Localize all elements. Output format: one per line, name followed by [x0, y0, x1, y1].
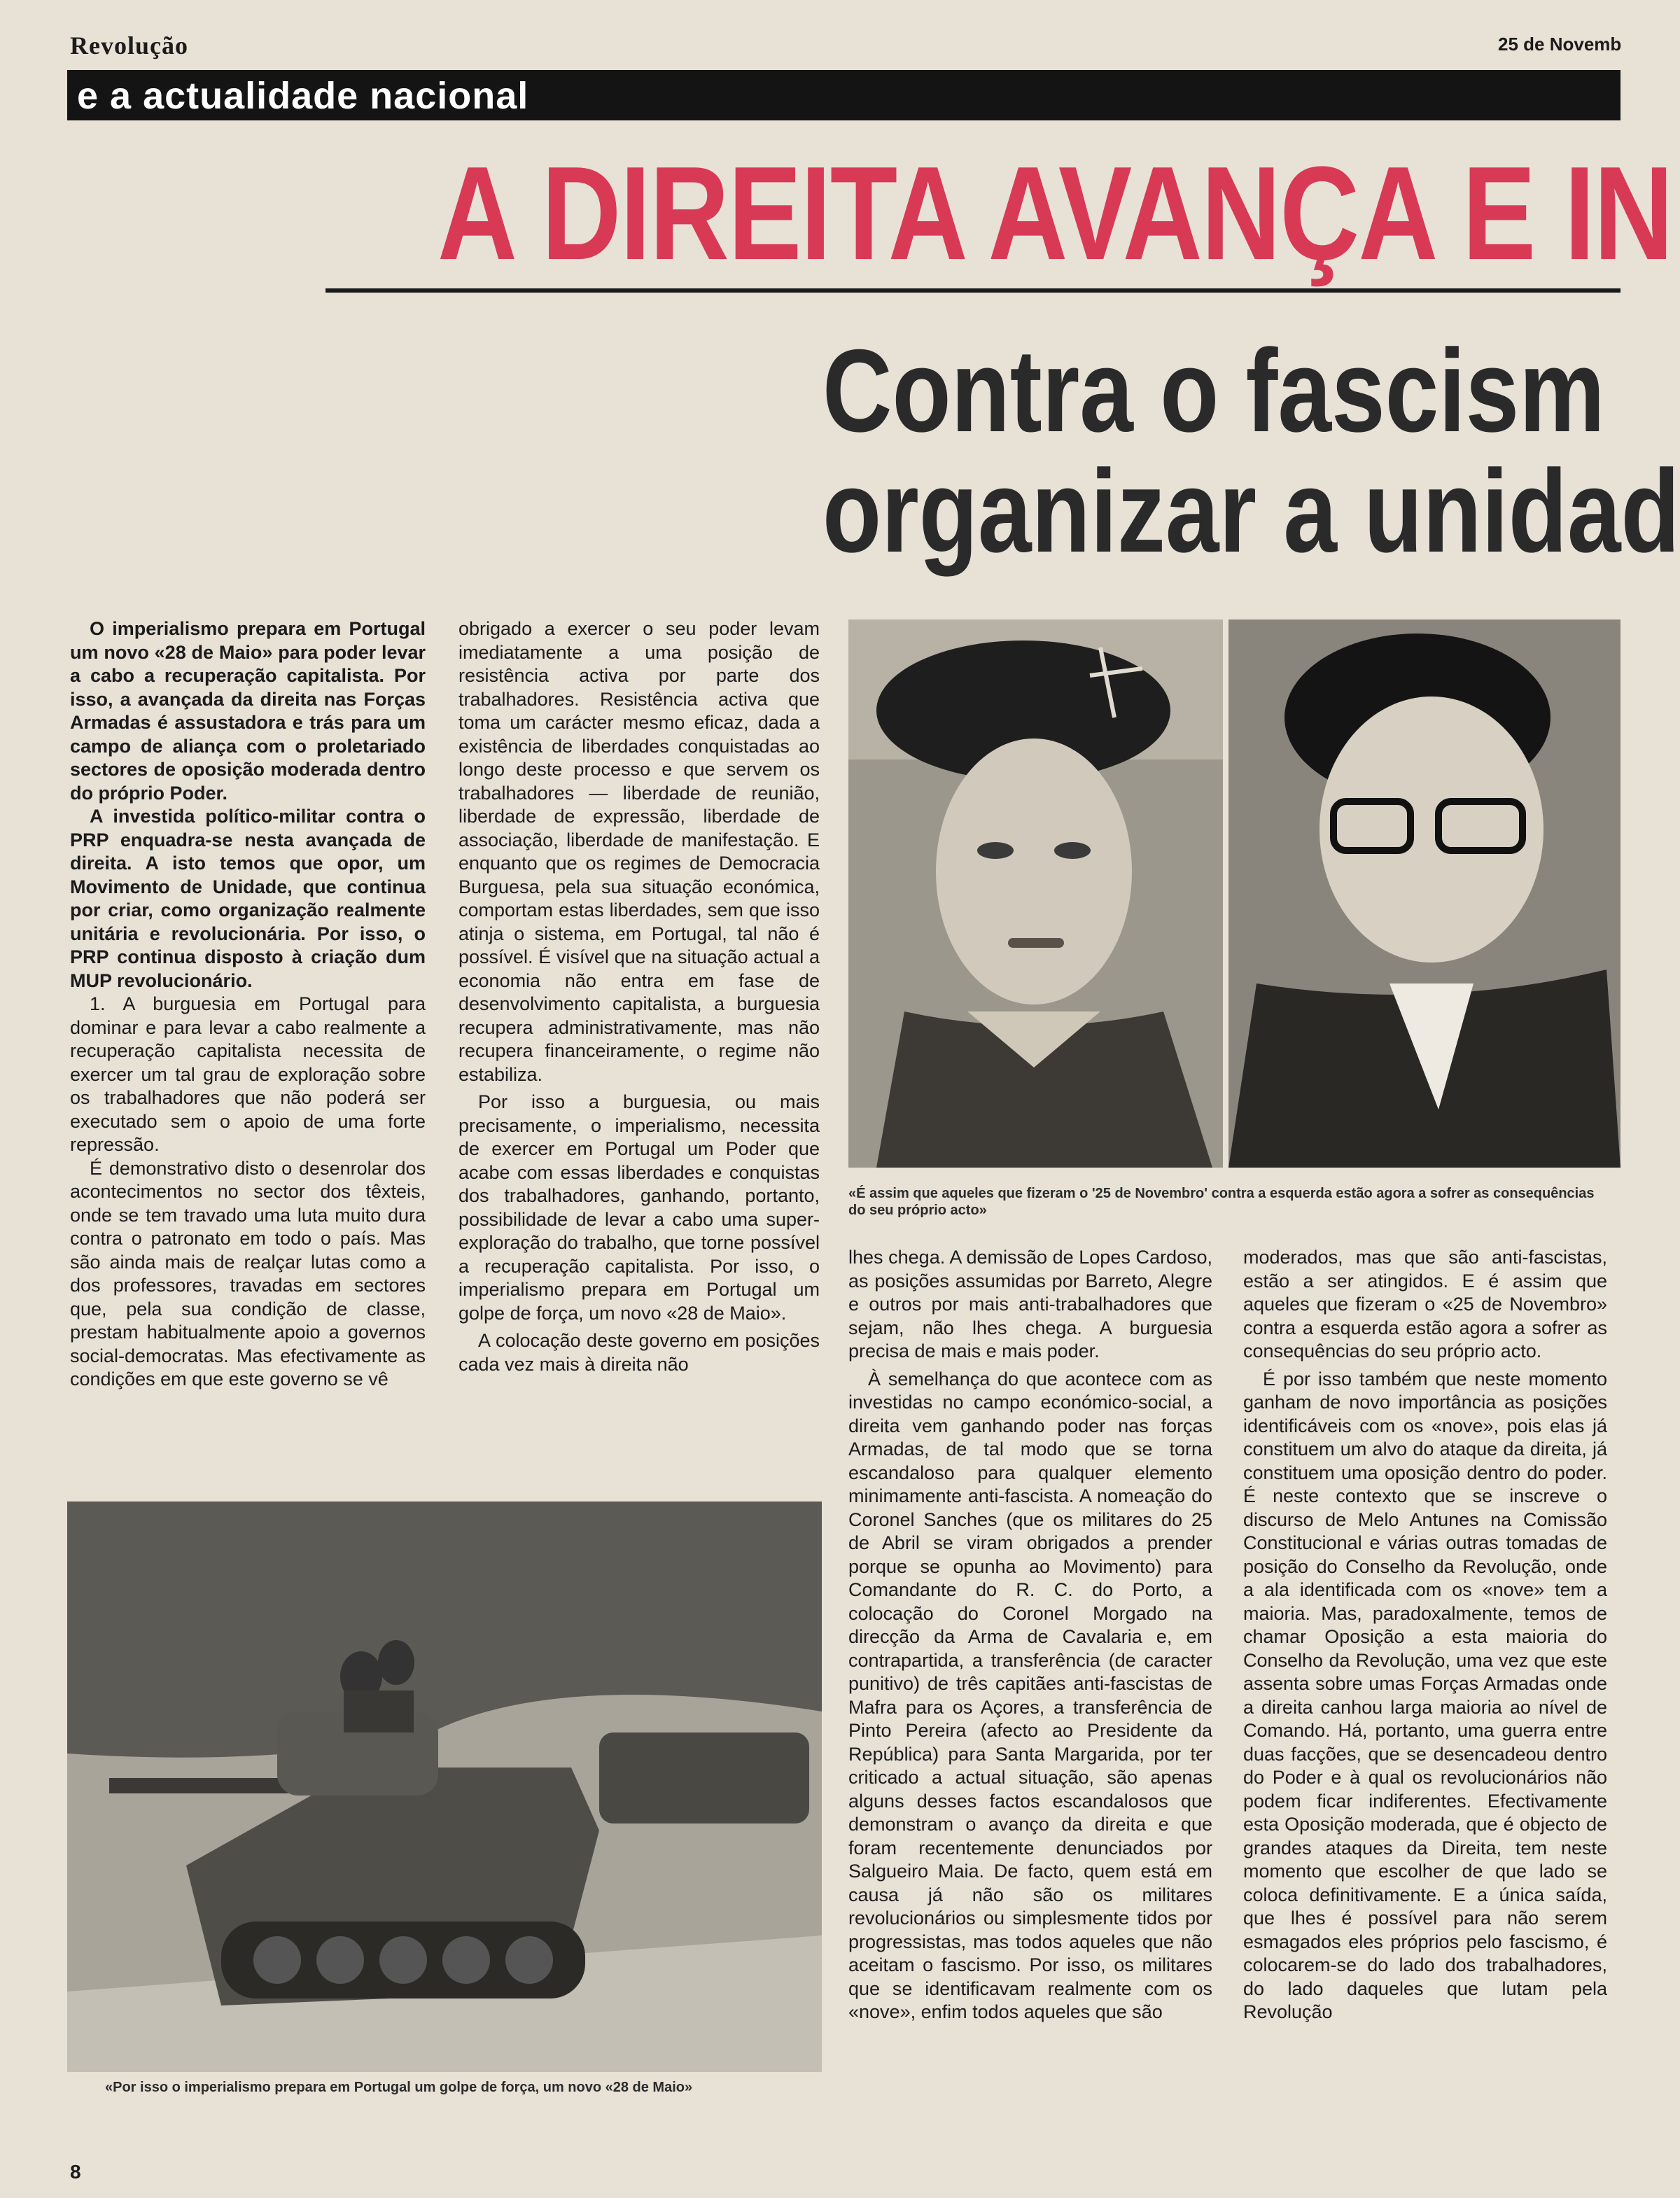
body-paragraph: É demonstrativo disto o desenrolar dos acontecimentos no sector dos têxteis, onde se tem travado uma luta muito dura contra o patronato em todo o país. Mas são ainda mais de realçar lutas como a dos professores, travadas em sectores que, pela sua condição de classe, prestam habitualmente apoio a governos social-democratas. Mas efectivamente as condições em que este governo se vê: [70, 1157, 426, 1390]
tank-photo-image: [67, 1502, 822, 2072]
body-paragraph: 1. A burguesia em Portugal para dominar e para levar a cabo realmente a recuperação capitalista necessita de exercer um tal grau de exploração sobre os trabalhadores que não poderá ser executado sem o apoio de uma forte repressão.: [70, 993, 426, 1155]
photo-caption-top: «É assim que aqueles que fizeram o '25 de Novembro' contra a esquerda estão agora a sofrer as consequências do seu próprio acto»: [848, 1186, 1595, 1218]
publication-name: Revolução: [70, 31, 188, 59]
body-paragraph: É por isso também que neste momento ganham de novo importância as posições identificáveis com os «nove», pois elas já constituem um alvo do ataque da direita, já constituem uma oposição dentro do poder. É neste contexto que se inscreve o discurso de Melo Antunes na Comissão Constitucional e várias outras tomadas de posição do Conselho da Revolução, onde a ala identificada com os «nove» tem a maioria. Mas, paradoxalmente, temos de chamar Oposição a esta maioria do Conselho da Revolução, uma vez que este assenta sobre umas Forças Armadas onde a direita canhou larga maioria ao nível de Comando. Há, portanto, uma guerra entre duas facções, que se desencadeou dentro do Poder e à qual os revolucionários não podem ficar indiferentes. Efectivamente esta Oposição moderada, que é objecto de grandes ataques da Direita, tem neste momento que escolher de que lado se coloca definitivamente. E a única saída, que lhes é possível para não serem esmagados eles próprios pelo fascismo, é colocarem-se do lado dos trabalhadores, do lado daqueles que lutam pela Revolução: [1243, 1368, 1607, 2022]
sub-headline: [822, 325, 1680, 582]
soldier-photo: [848, 620, 1223, 1168]
main-headline: A DIREITA AVANÇA E IN: [438, 139, 1673, 288]
body-paragraph: obrigado a exercer o seu poder levam imediatamente a uma posição de resistência activa por parte dos trabalhadores. Resistência activa que toma um carácter mesmo eficaz, dada a existência de liberdades conquistadas ao longo deste processo e que servem os trabalhadores — liberdade de reunião, liberdade de expressão, liberdade de associação, liberdade de manifestação. E enquanto que os regimes de Democracia Burguesa, pela sua situação económica, comportam estas liberdades, sem que isso atinja o sistema, em Portugal, tal não é possível. É visível que na situação actual a economia não entra em fase de desenvolvimento capitalista, a burguesia recupera administrativamente, mas não recupera financeiramente, o regime não estabiliza.: [458, 618, 820, 1085]
section-title: e a actualidade nacional: [77, 75, 529, 117]
sub-headline-line-2: organizar a unidad: [822, 445, 1680, 577]
body-paragraph: Por isso a burguesia, ou mais precisamente, o imperialismo, necessita de exercer em Portugal um Poder que acabe com essas liberdades e conquistas dos trabalhadores, ganhando, portanto, possibilidade de levar a cabo uma super-exploração do trabalho, que torne possível a recuperação capitalista. Por isso, o imperialismo prepara em Portugal um golpe de força, um novo «28 de Maio».: [458, 1091, 820, 1324]
sub-headline-line-1: Contra o fascism: [822, 325, 1605, 456]
section-band: [67, 70, 1620, 120]
body-paragraph: À semelhança do que acontece com as investidas no campo económico-social, a direita vem ganhando poder nas forças Armadas, de tal modo que se torna escandaloso para qualquer elemento minimamente anti-fascista. A nomeação do Coronel Sanches (que os militares do 25 de Abril se viram obrigados a prender porque se opunha ao Movimento) para Comandante do R. C. do Porto, a colocação do Coronel Morgado na direcção da Arma de Cavalaria e, em contrapartida, a transferência (de caracter punitivo) de três capitães anti-fascistas de Mafra para os Açores, a transferência de Pinto Pereira (afecto ao Presidente da República) para Santa Margarida, por ter criticado a actual situação, são apenas alguns desses factos escandalosos que demonstram o avanço da direita e que foram recentemente denunciados por Salgueiro Maia. De facto, quem está em causa já não são os militares revolucionários ou simplesmente tidos por progressistas, mas todos aqueles que não aceitam o fascismo. Por isso, os militares que se identificavam realmente com os «nove», enfim todos aqueles que são: [848, 1368, 1212, 2022]
article-column-2: [458, 617, 820, 1464]
body-paragraph: A colocação deste governo em posições cada vez mais à direita não: [458, 1330, 820, 1375]
article-column-1: [70, 617, 426, 1464]
body-paragraph: moderados, mas que são anti-fascistas, estão a ser atingidos. E é assim que aqueles que fizeram o «25 de Novembro» contra a esquerda estão agora a sofrer as consequências do seu próprio acto.: [1243, 1247, 1607, 1362]
issue-date: 25 de Novemb: [1498, 34, 1622, 55]
body-paragraph: lhes chega. A demissão de Lopes Cardoso, as posições assumidas por Barreto, Alegre e outros por mais anti-trabalhadores que sejam, não lhes chega. A burguesia precisa de mais e mais poder.: [848, 1247, 1212, 1362]
page-number: 8: [70, 2161, 81, 2183]
photo-caption-bottom: «Por isso o imperialismo prepara em Portugal um golpe de força, um novo «28 de Maio»: [105, 2080, 693, 2095]
headline-rule: [326, 288, 1620, 293]
tank-photo: [67, 1502, 822, 2072]
man-with-glasses-photo-image: [1228, 620, 1620, 1168]
article-column-4: [1243, 1246, 1607, 2135]
lead-paragraph-2: A investida político-militar contra o PRP enquadra-se nesta avançada de direita. A isto temos que opor, um Movimento de Unidade, que continua por criar, como organização realmente unitária e revolucionária. Por isso, o PRP continua disposto à criação dum MUP revolucionário.: [70, 806, 426, 991]
article-column-3: [848, 1246, 1212, 2135]
soldier-photo-image: [848, 620, 1223, 1168]
man-with-glasses-photo: [1228, 620, 1620, 1168]
lead-paragraph: O imperialismo prepara em Portugal um novo «28 de Maio» para poder levar a cabo a recuperação capitalista. Por isso, a avançada da direita nas Forças Armadas é assustadora e trás para um campo de aliança com o proletariado sectores de oposição moderada dentro do próprio Poder.: [70, 618, 426, 804]
